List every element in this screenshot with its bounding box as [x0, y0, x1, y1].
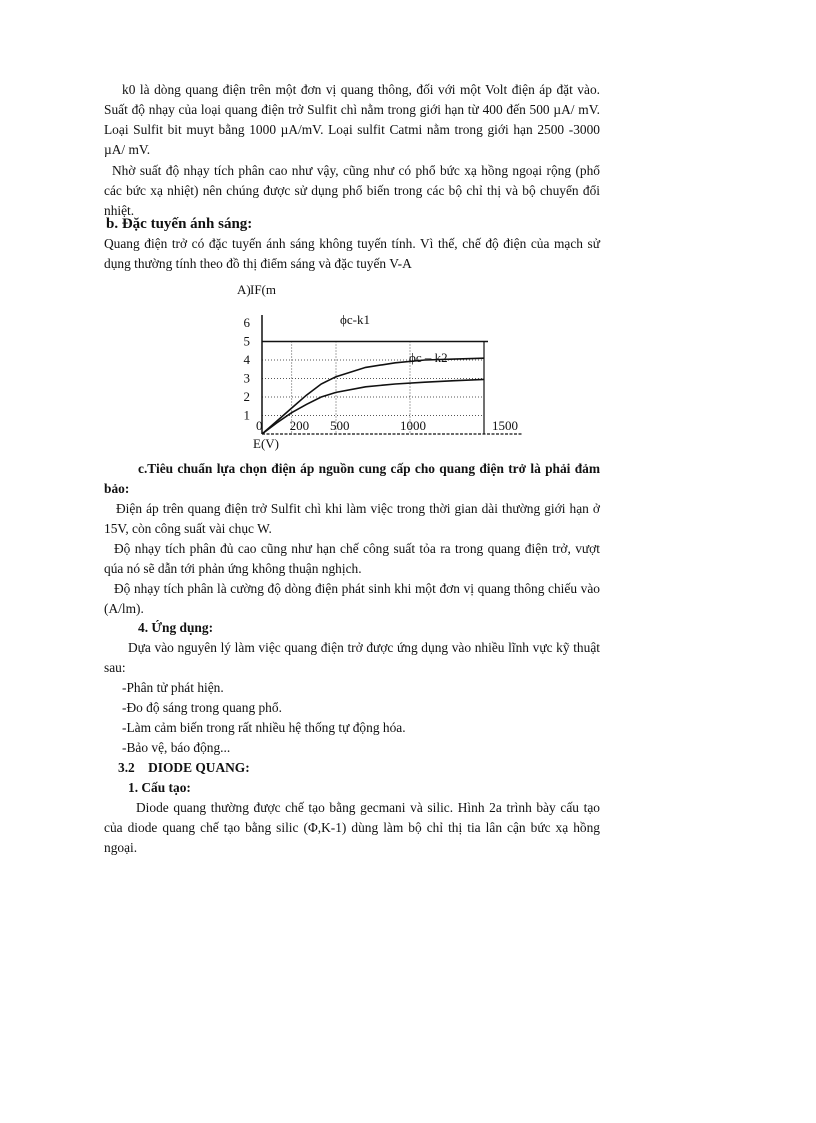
y-tick-label: 3 — [243, 370, 250, 386]
list-item: -Đo độ sáng trong quang phổ. — [122, 700, 282, 715]
paragraph-sensitivity-limit: Độ nhạy tích phân đủ cao cũng như hạn chế công suất tỏa ra trong quang điện trở, vượt qúa nó sẽ dẫn tới phản ứng không thuận nghịch. — [104, 541, 600, 576]
y-axis-label-line1: IF(m — [250, 282, 276, 297]
y-tick-labels — [244, 315, 251, 423]
y-tick-label: 4 — [243, 352, 250, 367]
heading-applications: 4. Ứng dụng: — [138, 620, 214, 635]
paragraph-nonlinear: Quang điện trở có đặc tuyến ánh sáng không tuyến tính. Vì thế, chế độ điện của mạch sử dụng thường tính theo đồ thị điểm sáng và đặc tuyến V-A — [104, 236, 600, 271]
series-label-k1: ϕc-k1 — [340, 312, 370, 327]
paragraph-sensitivity: k0 là dòng quang điện trên một đơn vị quang thông, đối với một Volt điện áp đặt vào. Suất độ nhạy của loại quang điện trở Sulfit chì nằm trong giới hạn từ 400 đến 500 µA/ mV. Loại Sulfit bit muyt bằng 1000 µA/mV. Loại sulfit Catmi nằm trong giới hạn 2500 -3000 µA/ mV. — [104, 82, 600, 157]
list-item: -Làm cảm biến trong rất nhiều hệ thống tự động hóa. — [122, 720, 406, 735]
y-tick-label: 2 — [243, 389, 250, 404]
y-tick-label: 6 — [243, 315, 250, 330]
heading-light-characteristic: b. Đặc tuyến ánh sáng: — [106, 216, 253, 232]
x-tick-label: 1500 — [492, 418, 518, 433]
list-item: -Phân tử phát hiện. — [122, 680, 224, 695]
paragraph-applications-intro: Dựa vào nguyên lý làm việc quang điện trở được ứng dụng vào nhiều lĩnh vực kỹ thuật sau: — [104, 640, 600, 675]
x-tick-label: 0 — [256, 418, 263, 433]
heading-voltage-selection: c.Tiêu chuẩn lựa chọn điện áp nguồn cung cấp cho quang điện trở là phải đảm bảo: — [104, 461, 600, 496]
chart-axes — [262, 315, 522, 434]
light-characteristic-chart — [222, 282, 542, 460]
paragraph-photodiode-structure: Diode quang thường được chế tạo bằng gecmani và silic. Hình 2a trình bày cấu tạo của diode quang chế tạo bằng silic (Φ,K-1) dùng làm bộ chỉ thị tia lân cận bức xạ hồng ngoại. — [104, 800, 600, 855]
heading-photodiode: 3.2 DIODE QUANG: — [118, 760, 250, 775]
x-tick-label: 500 — [330, 418, 350, 433]
paragraph-infrared: Nhờ suất độ nhạy tích phân cao như vậy, cũng như có phổ bức xạ hồng ngoại rộng (phổ các bức xạ nhiệt) nên chúng được sử dụng phổ biến trong các bộ chỉ thị và bộ chuyển đổi nhiệt. — [104, 163, 600, 218]
list-item: -Bảo vệ, báo động... — [122, 740, 231, 755]
x-tick-label: 1000 — [400, 418, 426, 433]
paragraph-voltage-limit: Điện áp trên quang điện trở Sulfit chì khi làm việc trong thời gian dài thường giới hạn ở 15V, còn công suất vài chục W. — [104, 501, 600, 536]
y-tick-label: 5 — [243, 333, 250, 349]
x-axis-label: E(V) — [253, 436, 279, 451]
y-axis-label-line2: A) — [237, 282, 251, 297]
y-tick-label: 1 — [243, 407, 250, 423]
paragraph-integral-sensitivity: Độ nhạy tích phân là cường độ dòng điện phát sinh khi một đơn vị quang thông chiếu vào (A/lm). — [104, 581, 600, 616]
heading-structure: 1. Cấu tạo: — [128, 780, 191, 795]
x-tick-label: 200 — [289, 418, 310, 433]
x-tick-labels — [256, 418, 518, 433]
series-label-k2: ϕc – k2 — [409, 350, 448, 365]
